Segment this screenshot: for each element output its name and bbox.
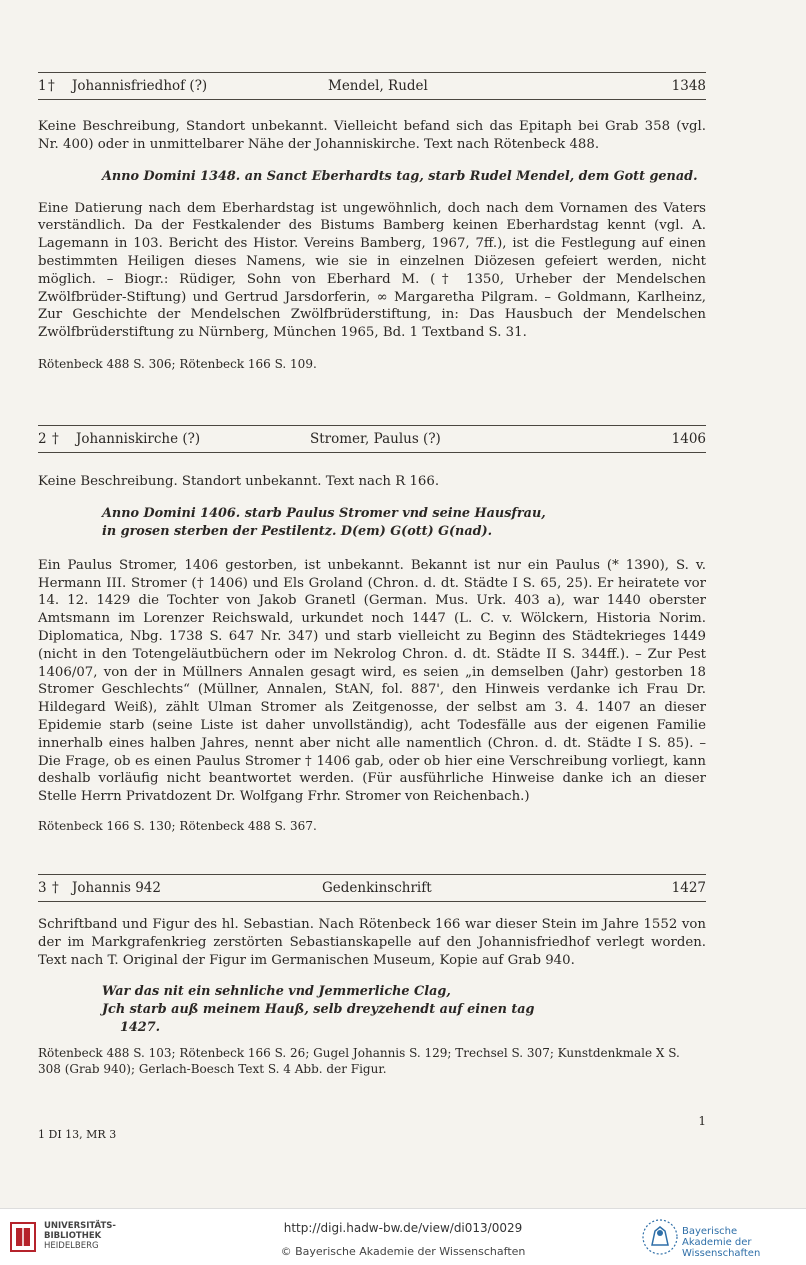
entry-2 [38,425,706,834]
entry-year: 1427 [671,880,706,896]
entry-name: Mendel, Rudel [328,78,428,94]
entry-header [38,425,706,453]
viewer-footer [0,1208,806,1265]
entry-number: 3 [38,880,47,896]
copyright-notice: © Bayerische Akademie der Wissenschaften [280,1245,526,1258]
entry-1 [38,72,706,372]
entry-number: 1 [38,78,47,94]
entry-commentary: Ein Paulus Stromer, 1406 gestorben, ist unbekannt. Bekannt ist nur ein Paulus (* 1390), S. v. Hermann III. Stromer († 1406) und Els Groland (Chron. d. dt. Städte I S. 65, 25). Er heiratete vor 14. 12. 1429 die Tochter von Jakob Granetl (German. Mus. Urk. 403 a), war 1440 oberster Amtsmann im Lorenzer Reichswald, urkundet noch 1447 (L. C. v. Wölckern, Historia Norim. Diplomatica, Nbg. 1738 S. 647 Nr. 347) und starb vielleicht zu Beginn des Städtekrieges 1449 (nicht in den Totengeläutbüchern oder im Nekrolog Chron. d. dt. Städte II S. 344ff.). – Zur Pest 1406/07, von der in Müllners Annalen gesagt wird, es seien „in demselben (Jahr) gestorben 18 Stromer Geschlechts“ (Müllner, Annalen, StAN, fol. 887', den Hinweis verdanke ich Frau Dr. Hildegard Weiß), zählt Ulman Stromer als Zeitgenosse, der selbst am 3. 4. 1407 an dieser Epidemie starb (seine Liste ist daher unvollständig), acht Todesfälle aus der eigenen Familie innerhalb eines halben Jahres, nennt aber nicht alle namentlich (Chron. d. dt. Städte I S. 85). – Die Frage, ob es einen Paulus Stromer † 1406 gab, oder ob hier eine Verschreibung vorliegt, kann deshalb vorläufig nicht beantwortet werden. (Für ausführliche Hinweise danke ich an dieser Stelle Herrn Privatdozent Dr. Wolfgang Frhr. Stromer von Reichenbach.) [38,557,706,805]
inscription-line: Jch starb auß meinem Hauß, selb dreyzehendt auf einen tag [102,1002,535,1018]
entry-name: Gedenkinschrift [322,880,432,896]
entry-intro: Schriftband und Figur des hl. Sebastian. Nach Rötenbeck 166 war dieser Stein im Jahre 1552 von der im Markgrafenkrieg zerstörten Sebastianskapelle auf den Johannisfriedhof verlegt worden. Text nach T. Original der Figur im Germanischen Museum, Kopie auf Grab 940. [38,917,706,968]
entry-intro: Keine Beschreibung, Standort unbekannt. Vielleicht befand sich das Epitaph bei Grab 358 (vgl. Nr. 400) oder in unmittelbarer Nähe der Johanniskirche. Text nach Rötenbeck 488. [38,119,706,152]
entry-year: 1348 [671,78,706,94]
entry-number: 2 [38,431,47,447]
entry-year: 1406 [671,431,706,447]
ub-name-line: UNIVERSITÄTS- [44,1221,116,1231]
entry-literature: Rötenbeck 488 S. 306; Rötenbeck 166 S. 109. [38,356,317,371]
entry-commentary: Eine Datierung nach dem Eberhardstag ist ungewöhnlich, doch nach dem Vornamen des Vaters verständlich. Da der Festkalender des Bistums Bamberg keinen Eberhardstag kennt (vgl. A. Lagemann in 103. Bericht des Histor. Vereins Bamberg, 1967, 7ff.), ist die Festlegung auf einen bestimmten Heiligen dieses Namens, wie sie in einzelnen Diözesen gefeiert werden, nicht möglich. – Biogr.: Rüdiger, Sohn von Eberhard M. († 1350, Urheber der Mendelschen Zwölfbrüder-Stiftung) und Gertrud Jarsdorferin, ∞ Margaretha Pilgram. – Goldmann, Karlheinz, Zur Geschichte der Mendelschen Zwölfbrüderstiftung, in: Das Hausbuch der Mendelschen Zwölfbrüderstiftung zu Nürnberg, München 1965, Bd. 1 Textband S. 31. [38,200,706,341]
inscription-line: Anno Domini 1406. starb Paulus Stromer vnd seine Hausfrau, [102,505,546,521]
footer-signature: 1 DI 13, MR 3 [38,1128,117,1141]
baw-name [682,1226,806,1259]
baw-name-line: Akademie der Wissenschaften [682,1237,761,1259]
ub-name-line: HEIDELBERG [44,1241,99,1251]
entry-name: Stromer, Paulus (?) [310,431,441,447]
baw-lion-logo-icon[interactable] [640,1217,680,1257]
entry-header [38,72,706,100]
entry-location: Johannisfriedhof (?) [72,78,208,94]
dagger-mark: † [52,431,59,447]
entry-literature: Rötenbeck 166 S. 130; Rötenbeck 488 S. 367. [38,818,317,833]
entry-location: Johannis 942 [72,880,161,896]
page-number: 1 [698,1114,706,1128]
entry-3 [38,874,706,1077]
dagger-mark: † [52,880,59,896]
inscription-line: 1427. [120,1020,161,1036]
entry-location: Johanniskirche (?) [76,431,201,447]
baw-name-line: Bayerische [682,1226,738,1237]
document-url-link[interactable]: http://digi.hadw-bw.de/view/di013/0029 [283,1221,523,1235]
ub-name-line: BIBLIOTHEK [44,1231,102,1241]
dagger-mark: † [48,78,55,94]
inscription-line: War das nit ein sehnliche vnd Jemmerliche Clag, [102,984,451,1000]
inscription-line: Anno Domini 1348. an Sanct Eberhardts tag, starb Rudel Mendel, dem Gott genad. [102,168,698,184]
inscription-line: in grosen sterben der Pestilentz. D(em) G(ott) G(nad). [102,523,493,539]
entry-literature: Rötenbeck 488 S. 103; Rötenbeck 166 S. 26; Gugel Johannis S. 129; Trechsel S. 307; Kunstdenkmale X S. 308 (Grab 940); Gerlach-Boesch Text S. 4 Abb. der Figur. [38,1046,680,1077]
entry-intro: Keine Beschreibung. Standort unbekannt. Text nach R 166. [38,474,440,489]
entry-header [38,874,706,902]
